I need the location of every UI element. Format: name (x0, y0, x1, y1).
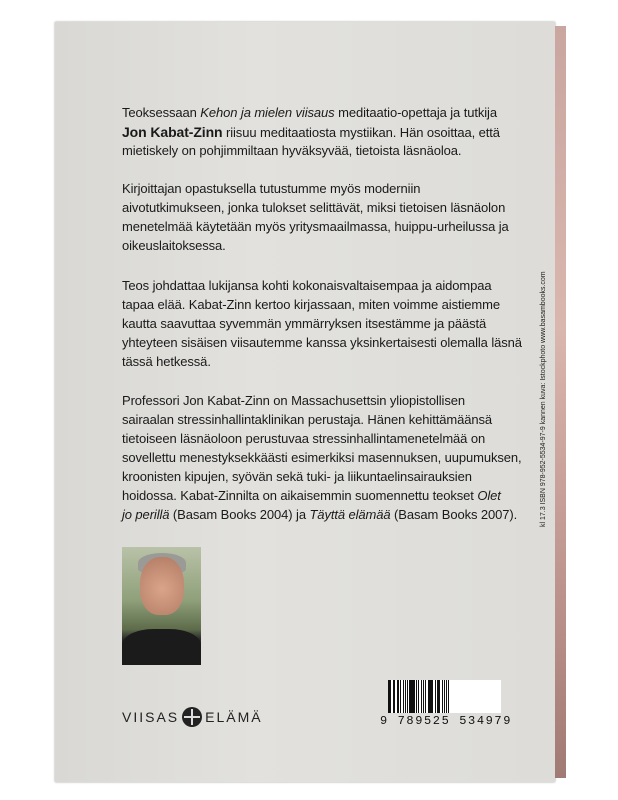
isbn-publisher-info: kl 17.3 ISBN 978-952-5534-97-9 kannen kuva: Istockphoto www.basambooks.com (540, 271, 547, 527)
text-line (122, 316, 486, 331)
text-line (122, 297, 500, 312)
text-line (122, 431, 485, 446)
barcode (388, 680, 501, 713)
text-segment: Kehon ja mielen viisaus (200, 105, 335, 120)
text-segment: riisuu meditaatiosta mystiikan. Hän osoittaa, että (222, 125, 500, 140)
text-segment: Teoksessaan (122, 105, 201, 120)
text-segment: oikeuslaitoksessa. (122, 238, 226, 253)
barcode-bar (449, 680, 451, 713)
text-line (122, 335, 522, 350)
text-line (122, 181, 420, 196)
text-line (122, 450, 522, 465)
text-line (122, 143, 461, 158)
barcode-digits: 9 789525 534979 (380, 714, 513, 728)
text-segment: hoidossa. Kabat-Zinnilta on aikaisemmin suomennettu teokset (122, 488, 478, 503)
book-spine-edge (555, 26, 566, 778)
logo-text-left: VIISAS (122, 709, 180, 725)
author-photo (122, 547, 201, 665)
text-segment: Teos johdattaa lukijansa kohti kokonaisvaltaisempaa ja aidompaa (122, 278, 492, 293)
text-segment: Täyttä elämää (309, 507, 391, 522)
publisher-logo (122, 707, 263, 727)
text-segment: Olet (477, 488, 501, 503)
logo-emblem-icon (182, 707, 202, 727)
text-segment: tapaa elää. Kabat-Zinn kertoo kirjassaan, miten voimme aistiemme (122, 297, 500, 312)
text-line (122, 219, 509, 234)
text-segment: sairaalan stressinhallintaklinikan perustaja. Hänen kehittämäänsä (122, 412, 492, 427)
text-segment: sovellettu menestyksekkäästi esimerkiksi masennuksen, uupumuksen, (122, 450, 522, 465)
text-segment: (Basam Books 2007). (390, 507, 518, 522)
text-segment: mietiskely on pohjimmiltaan hyväksyvää, tietoista läsnäoloa. (122, 143, 462, 158)
text-segment: (Basam Books 2004) ja (169, 507, 310, 522)
text-line (122, 238, 226, 253)
logo-text-right: ELÄMÄ (205, 709, 263, 725)
text-line (122, 354, 211, 369)
text-segment: tässä hetkessä. (122, 354, 211, 369)
text-segment: aivotutkimukseen, jonka tulokset selittävät, miksi tietoisen läsnäolon (122, 200, 506, 215)
text-line (122, 105, 497, 120)
text-segment: kautta saavuttaa syvemmän ymmärryksen itsestämme ja päästä (122, 316, 487, 331)
text-line (122, 278, 492, 293)
text-segment: jo perillä (122, 507, 170, 522)
text-segment: menetelmää käytetään myös yritysmaailmassa, huippu-urheilussa ja (122, 219, 509, 234)
text-line (122, 200, 505, 215)
text-segment: tietoiseen läsnäoloon perustuvaa stressinhallintamenetelmää on (122, 431, 486, 446)
text-segment: meditaatio-opettaja ja tutkija (334, 105, 497, 120)
text-line (122, 488, 501, 503)
text-line (122, 412, 492, 427)
text-line (122, 507, 517, 522)
text-segment: yhteyteen sisäisen viisautemme kanssa yksinkertaisesti olemalla läsnä (122, 335, 522, 350)
text-line (122, 124, 500, 140)
text-segment: Jon Kabat-Zinn (122, 124, 223, 140)
text-line (122, 469, 472, 484)
text-segment: kroonisten kipujen, syövän sekä tuki- ja liikuntaelinsairauksien (122, 469, 472, 484)
text-segment: Kirjoittajan opastuksella tutustumme myös moderniin (122, 181, 421, 196)
text-line (122, 393, 465, 408)
text-segment: Professori Jon Kabat-Zinn on Massachusettsin yliopistollisen (122, 393, 466, 408)
